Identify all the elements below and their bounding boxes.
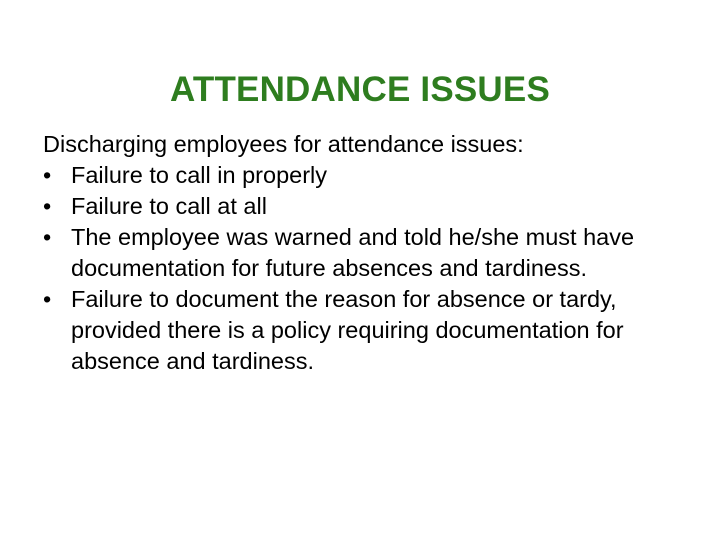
- bullet-text: The employee was warned and told he/she must have documentation for future absences and tardiness.: [71, 224, 635, 281]
- bullet-icon: •: [43, 286, 52, 312]
- bullet-text: Failure to call at all: [71, 193, 267, 219]
- slide-title: ATTENDANCE ISSUES: [169, 70, 550, 110]
- bullet-text: Failure to document the reason for absence or tardy, provided there is a policy requiring documentation for absence and tardiness.: [71, 286, 624, 374]
- bullet-list: [43, 160, 683, 377]
- intro-text: Discharging employees for attendance issues:: [43, 131, 524, 157]
- bullet-item: [43, 191, 683, 222]
- bullet-icon: •: [43, 193, 52, 219]
- bullet-icon: •: [43, 162, 52, 188]
- slide-content: [43, 129, 683, 377]
- bullet-item: [43, 222, 683, 284]
- bullet-item: [43, 284, 683, 377]
- bullet-icon: •: [43, 224, 52, 250]
- bullet-item: [43, 160, 683, 191]
- bullet-text: Failure to call in properly: [71, 162, 327, 188]
